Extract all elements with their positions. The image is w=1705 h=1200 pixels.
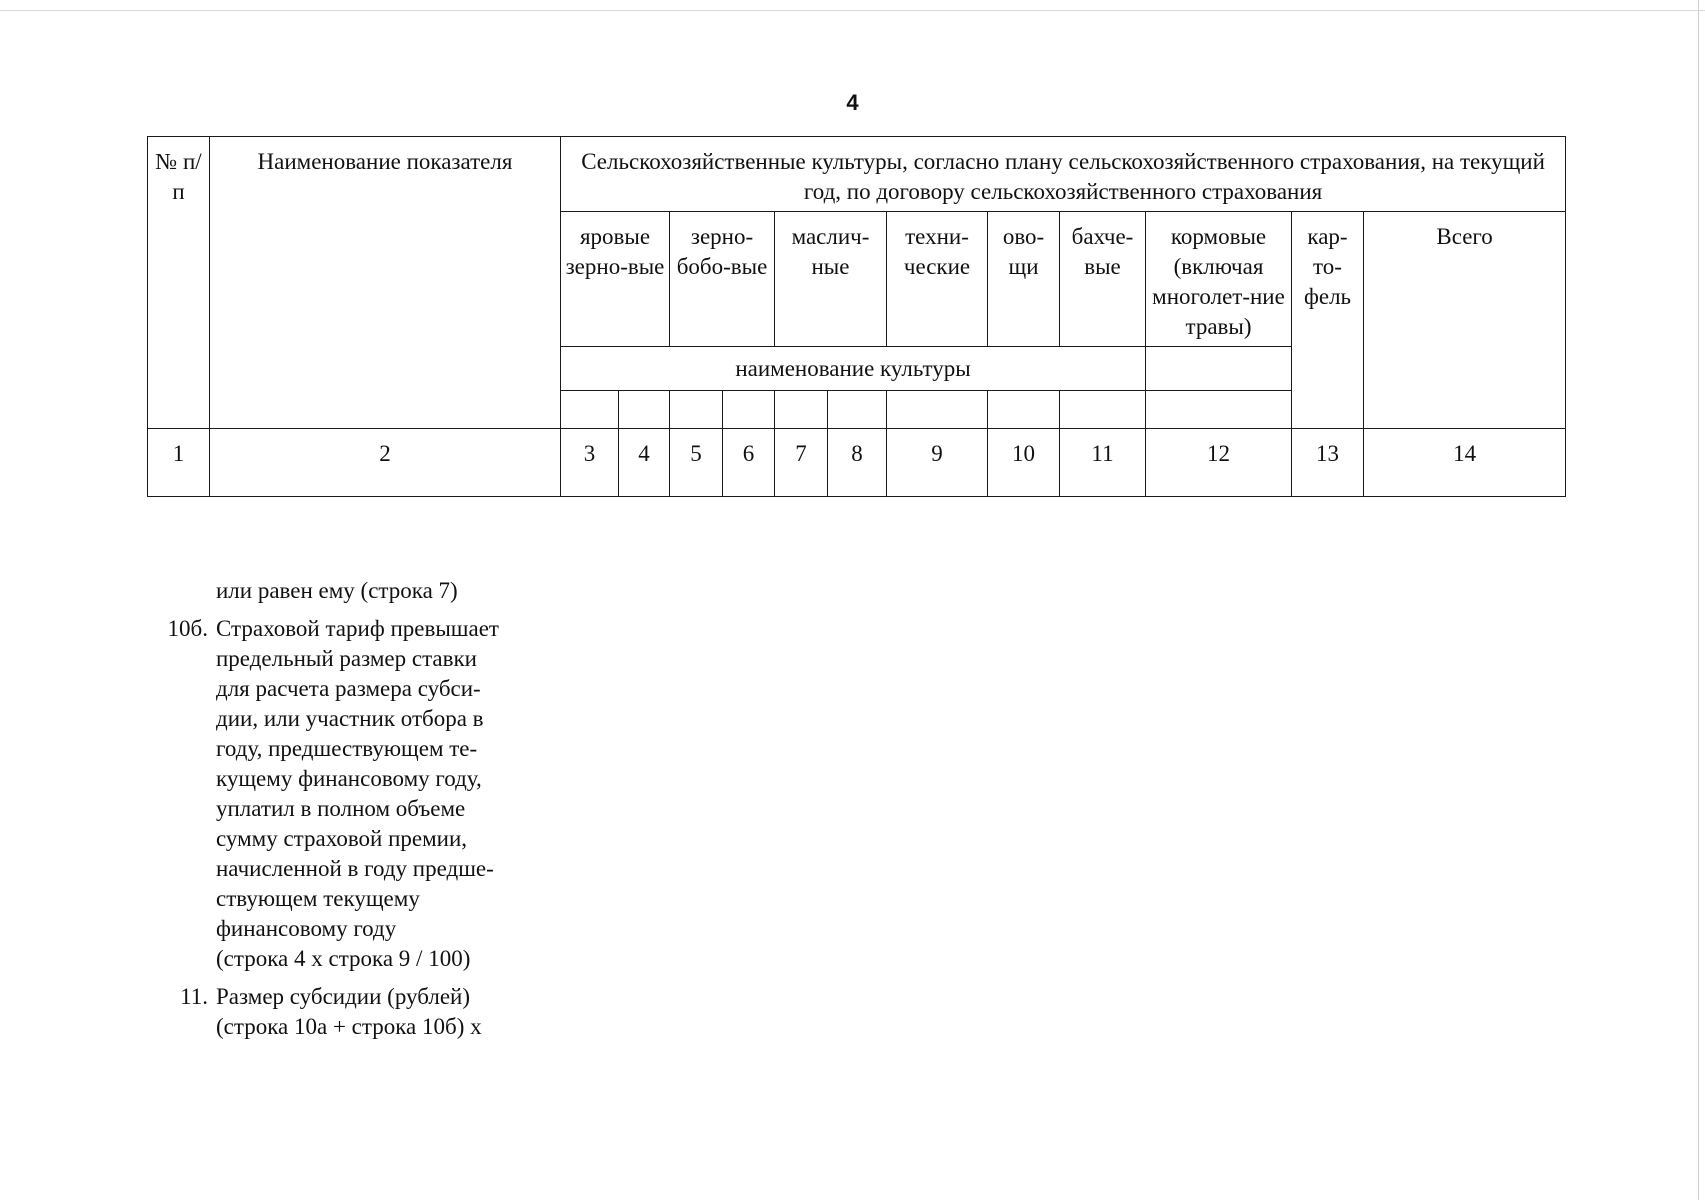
column-number-cell: 3 bbox=[561, 429, 619, 497]
column-number-cell: 7 bbox=[775, 429, 828, 497]
scan-top-edge bbox=[0, 10, 1705, 11]
column-number-cell: 2 bbox=[210, 429, 561, 497]
text-line: дии, или участник отбора в bbox=[216, 706, 484, 731]
page-number: 4 bbox=[846, 90, 859, 115]
empty-cell bbox=[670, 391, 723, 429]
column-number-cell: 5 bbox=[670, 429, 723, 497]
empty-cell bbox=[775, 391, 828, 429]
list-item-10b bbox=[150, 614, 570, 974]
text-line: финансовому году bbox=[216, 916, 397, 941]
header-crops-cell: Сельскохозяйственные культуры, согласно плану сельскохозяйственного страхования, на текущий год, по договору сельскохозяйственного страхования bbox=[561, 137, 1566, 212]
empty-cell bbox=[619, 391, 670, 429]
header-group-potato: кар-то-фель bbox=[1292, 212, 1364, 429]
list-item-number: 11. bbox=[180, 984, 208, 1009]
text-line: уплатил в полном объеме bbox=[216, 796, 466, 821]
empty-cell bbox=[723, 391, 775, 429]
list-item-text bbox=[216, 614, 570, 974]
header-group-legumes: зерно-бобо-вые bbox=[670, 212, 775, 347]
column-number-cell: 6 bbox=[723, 429, 775, 497]
text-line: начисленной в году предше- bbox=[216, 856, 494, 881]
header-group-spring-grain: яровые зерно-вые bbox=[561, 212, 670, 347]
column-number-cell: 4 bbox=[619, 429, 670, 497]
column-number-cell: 8 bbox=[828, 429, 887, 497]
header-group-fodder: кормовые (включая многолет-ние травы) bbox=[1146, 212, 1292, 347]
column-number-cell: 1 bbox=[148, 429, 210, 497]
column-number-cell: 9 bbox=[887, 429, 988, 497]
table-column-numbers-row bbox=[148, 429, 1566, 497]
header-group-technical: техни-ческие bbox=[887, 212, 988, 347]
text-line: кущему финансовому году, bbox=[216, 766, 482, 791]
header-num-cell: № п/п bbox=[148, 137, 210, 429]
text-line: году, предшествующем те- bbox=[216, 736, 478, 761]
empty-cell bbox=[988, 391, 1060, 429]
empty-cell bbox=[828, 391, 887, 429]
empty-cell bbox=[1060, 391, 1146, 429]
list-item-continuation bbox=[150, 576, 570, 606]
header-group-melons: бахче-вые bbox=[1060, 212, 1146, 347]
empty-cell bbox=[887, 391, 988, 429]
column-number-cell: 14 bbox=[1364, 429, 1566, 497]
text-line: Размер субсидии (рублей) bbox=[216, 984, 470, 1009]
crop-insurance-table bbox=[147, 136, 1566, 497]
table-header-row-main bbox=[148, 137, 1566, 212]
text-line: для расчета размера субси- bbox=[216, 676, 481, 701]
indicator-list bbox=[150, 576, 570, 1050]
header-group-total: Всего bbox=[1364, 212, 1566, 429]
header-indicator-name-cell: Наименование показателя bbox=[210, 137, 561, 429]
text-line: ствующем текущему bbox=[216, 886, 420, 911]
text-line: Страховой тариф превышает bbox=[216, 616, 499, 641]
column-number-cell: 10 bbox=[988, 429, 1060, 497]
list-item-text bbox=[216, 982, 570, 1042]
header-group-oilseeds: маслич-ные bbox=[775, 212, 887, 347]
list-item-11 bbox=[150, 982, 570, 1042]
header-culture-name-cell: наименование культуры bbox=[561, 347, 1146, 391]
header-culture-name-fodder-cell bbox=[1146, 347, 1292, 391]
column-number-cell: 13 bbox=[1292, 429, 1364, 497]
continuation-text: или равен ему (строка 7) bbox=[216, 578, 458, 603]
empty-cell bbox=[1146, 391, 1292, 429]
column-number-cell: 11 bbox=[1060, 429, 1146, 497]
column-number-cell: 12 bbox=[1146, 429, 1292, 497]
text-line: сумму страховой премии, bbox=[216, 826, 468, 851]
text-line: (строка 10а + строка 10б) x bbox=[216, 1014, 482, 1039]
text-line: (строка 4 x строка 9 / 100) bbox=[216, 946, 471, 971]
list-item-number: 10б. bbox=[167, 616, 208, 641]
empty-cell bbox=[561, 391, 619, 429]
text-line: предельный размер ставки bbox=[216, 646, 477, 671]
header-group-vegetables: ово-щи bbox=[988, 212, 1060, 347]
scan-right-edge bbox=[1698, 0, 1699, 1200]
